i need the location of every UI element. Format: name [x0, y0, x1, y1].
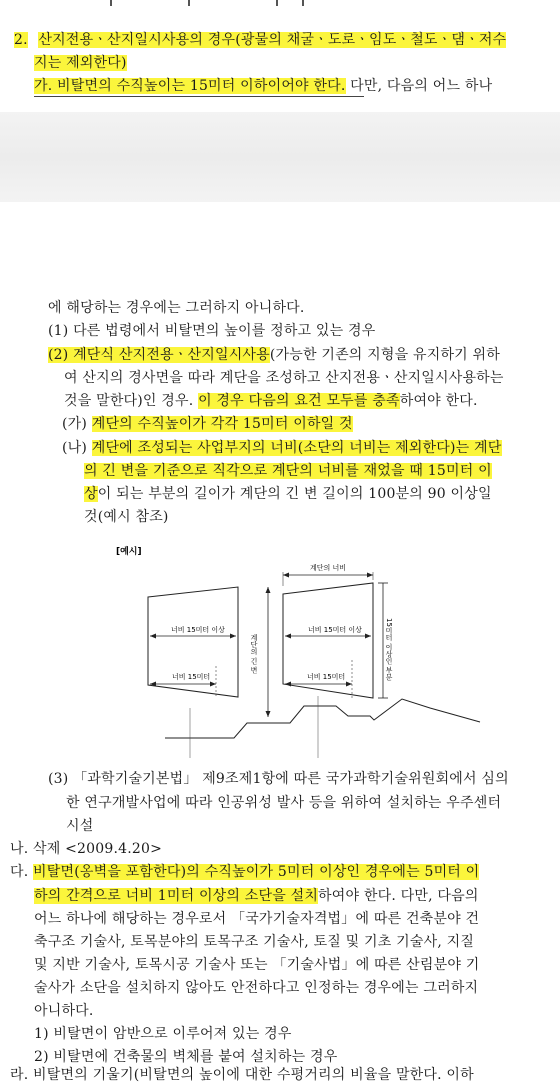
text-line: 에 해당하는 경우에는 그러하지 아니하다. — [48, 300, 305, 316]
text-line: 축구조 기술사, 토목분야의 토목구조 기술사, 토질 및 기초 기술사, 지질 — [34, 934, 475, 950]
highlighted-text: (2) 계단식 산지전용ㆍ산지일시사용 — [48, 347, 270, 363]
arrowhead — [285, 682, 291, 687]
left-vertical-label: 계단의 긴 변 — [250, 634, 258, 674]
item-number: 2. — [14, 32, 28, 48]
clause-na: 나. 삭제 <2009.4.20> — [10, 841, 163, 857]
example-diagram — [0, 530, 560, 760]
underline — [34, 96, 364, 97]
arrowhead — [266, 711, 271, 717]
highlighted-text: 계단에 조성되는 사업부지의 너비(소단의 너비는 제외한다)는 계단 — [91, 440, 502, 456]
highlighted-text: 가. 비탈면의 수직높이는 15미터 이하이어야 한다. — [34, 78, 346, 94]
text-line: 및 지반 기술사, 토목시공 기술사 또는 「기술사법」에 따른 산림분야 기 — [34, 957, 480, 973]
text-line — [64, 391, 478, 411]
clause-ra: 라. 비탈면의 기울기(비탈면의 높이에 대한 수평거리의 비율을 말한다. 이하 — [10, 1067, 474, 1083]
sub-item-1: 1) 비탈면이 암반으로 이루어져 있는 경우 — [34, 1026, 292, 1042]
text-line — [84, 484, 492, 504]
page-top — [0, 0, 560, 112]
text-line: 어느 하나에 해당하는 경우로서 「국가기술자격법」에 따른 건축분야 건 — [34, 911, 480, 927]
highlighted-text: 계단의 수직높이가 각각 15미터 이하일 것 — [91, 416, 353, 432]
highlighted-text: 하의 간격으로 너비 1미터 이상의 소단을 설치 — [34, 888, 319, 904]
sub-item-na — [62, 438, 502, 458]
arrowhead — [346, 682, 352, 687]
clause-da — [10, 862, 479, 882]
text-line — [34, 886, 479, 906]
text-line: 것(예시 참조) — [84, 509, 169, 525]
text-line: 술사가 소단을 설치하지 않아도 안전하다고 인정하는 경우에는 그러하지 — [34, 980, 479, 996]
right-top-label: 계단의 너비 — [310, 564, 347, 572]
page-edge-mark — [276, 0, 278, 6]
arrowhead — [150, 634, 156, 639]
plain-text: 것을 말한다)인 경우. — [64, 393, 194, 409]
diagram-caption: [예시] — [116, 547, 142, 557]
arrowhead — [266, 587, 271, 593]
list-item-2 — [48, 345, 500, 365]
list-item-3: (3) 「과학기술기본법」 제9조제1항에 따른 국가과학기술위원회에서 심의 — [48, 771, 509, 787]
page-edge-mark — [302, 0, 304, 6]
right-vertical-label: 15미터 이상인 부분 — [385, 618, 393, 681]
highlighted-text: 이 경우 다음의 요건 모두를 충족 — [198, 393, 400, 409]
list-item-1: (1) 다른 법령에서 비탈면의 높이를 정하고 있는 경우 — [48, 323, 376, 339]
plain-text: 다만, 다음의 어느 하나 — [345, 78, 493, 94]
page-edge-mark — [188, 0, 190, 6]
text-line — [34, 53, 127, 73]
plain-text: 하여야 한다. — [399, 393, 478, 409]
highlighted-text: 상 — [84, 486, 98, 502]
arrowhead — [283, 573, 289, 578]
section-heading-2 — [14, 30, 506, 50]
text-line: 여 산지의 경사면을 따라 계단을 조성하고 산지전용ㆍ산지일시사용하는 — [64, 370, 504, 386]
page-bottom — [0, 202, 560, 1083]
item-number: (가) — [62, 416, 88, 432]
plain-text: (가능한 기존의 지형을 유지하기 위하 — [269, 347, 500, 363]
text-line: 시설 — [66, 818, 94, 834]
page-edge-mark — [110, 0, 112, 6]
right-mid-label: 너비 15미터 이상 — [308, 626, 362, 634]
sub-item-2: 2) 비탈면에 건축물의 벽체를 붙여 설치하는 경우 — [34, 1049, 338, 1065]
highlighted-text: 산지전용ㆍ산지일시사용의 경우(광물의 채굴ㆍ도로ㆍ임도ㆍ철도ㆍ댐ㆍ저수 — [38, 32, 507, 48]
arrowhead — [210, 682, 216, 687]
arrowhead — [365, 634, 371, 639]
right-bottom-label: 너비 15미터 — [307, 673, 346, 681]
terrain-profile — [165, 699, 480, 738]
arrowhead — [230, 634, 236, 639]
left-bottom-label: 너비 15미터 — [172, 673, 211, 681]
item-number: (나) — [62, 440, 88, 456]
item-number: 다. — [10, 864, 29, 880]
page-gap — [0, 112, 560, 202]
highlighted-text: 지는 제외한다) — [34, 55, 127, 71]
arrowhead — [367, 573, 373, 578]
text-line — [84, 461, 492, 481]
left-top-label: 너비 15미터 이상 — [171, 626, 225, 634]
sub-item-ga — [62, 414, 353, 434]
arrowhead — [285, 634, 291, 639]
text-line: 아니하다. — [34, 1003, 94, 1019]
clause-ga — [34, 76, 492, 96]
plain-text: 이 되는 부분의 길이가 계단의 긴 변 길이의 100분의 90 이상일 — [97, 486, 492, 502]
text-line: 한 연구개발사업에 따라 인공위성 발사 등을 위하여 설치하는 우주센터 — [66, 795, 502, 811]
plain-text: 하여야 한다. 다만, 다음의 — [318, 888, 479, 904]
highlighted-text: 비탈면(옹벽을 포함한다)의 수직높이가 5미터 이상인 경우에는 5미터 이 — [33, 864, 480, 880]
highlighted-text: 의 긴 변을 기준으로 직각으로 계단의 너비를 재었을 때 15미터 이 — [84, 463, 492, 479]
